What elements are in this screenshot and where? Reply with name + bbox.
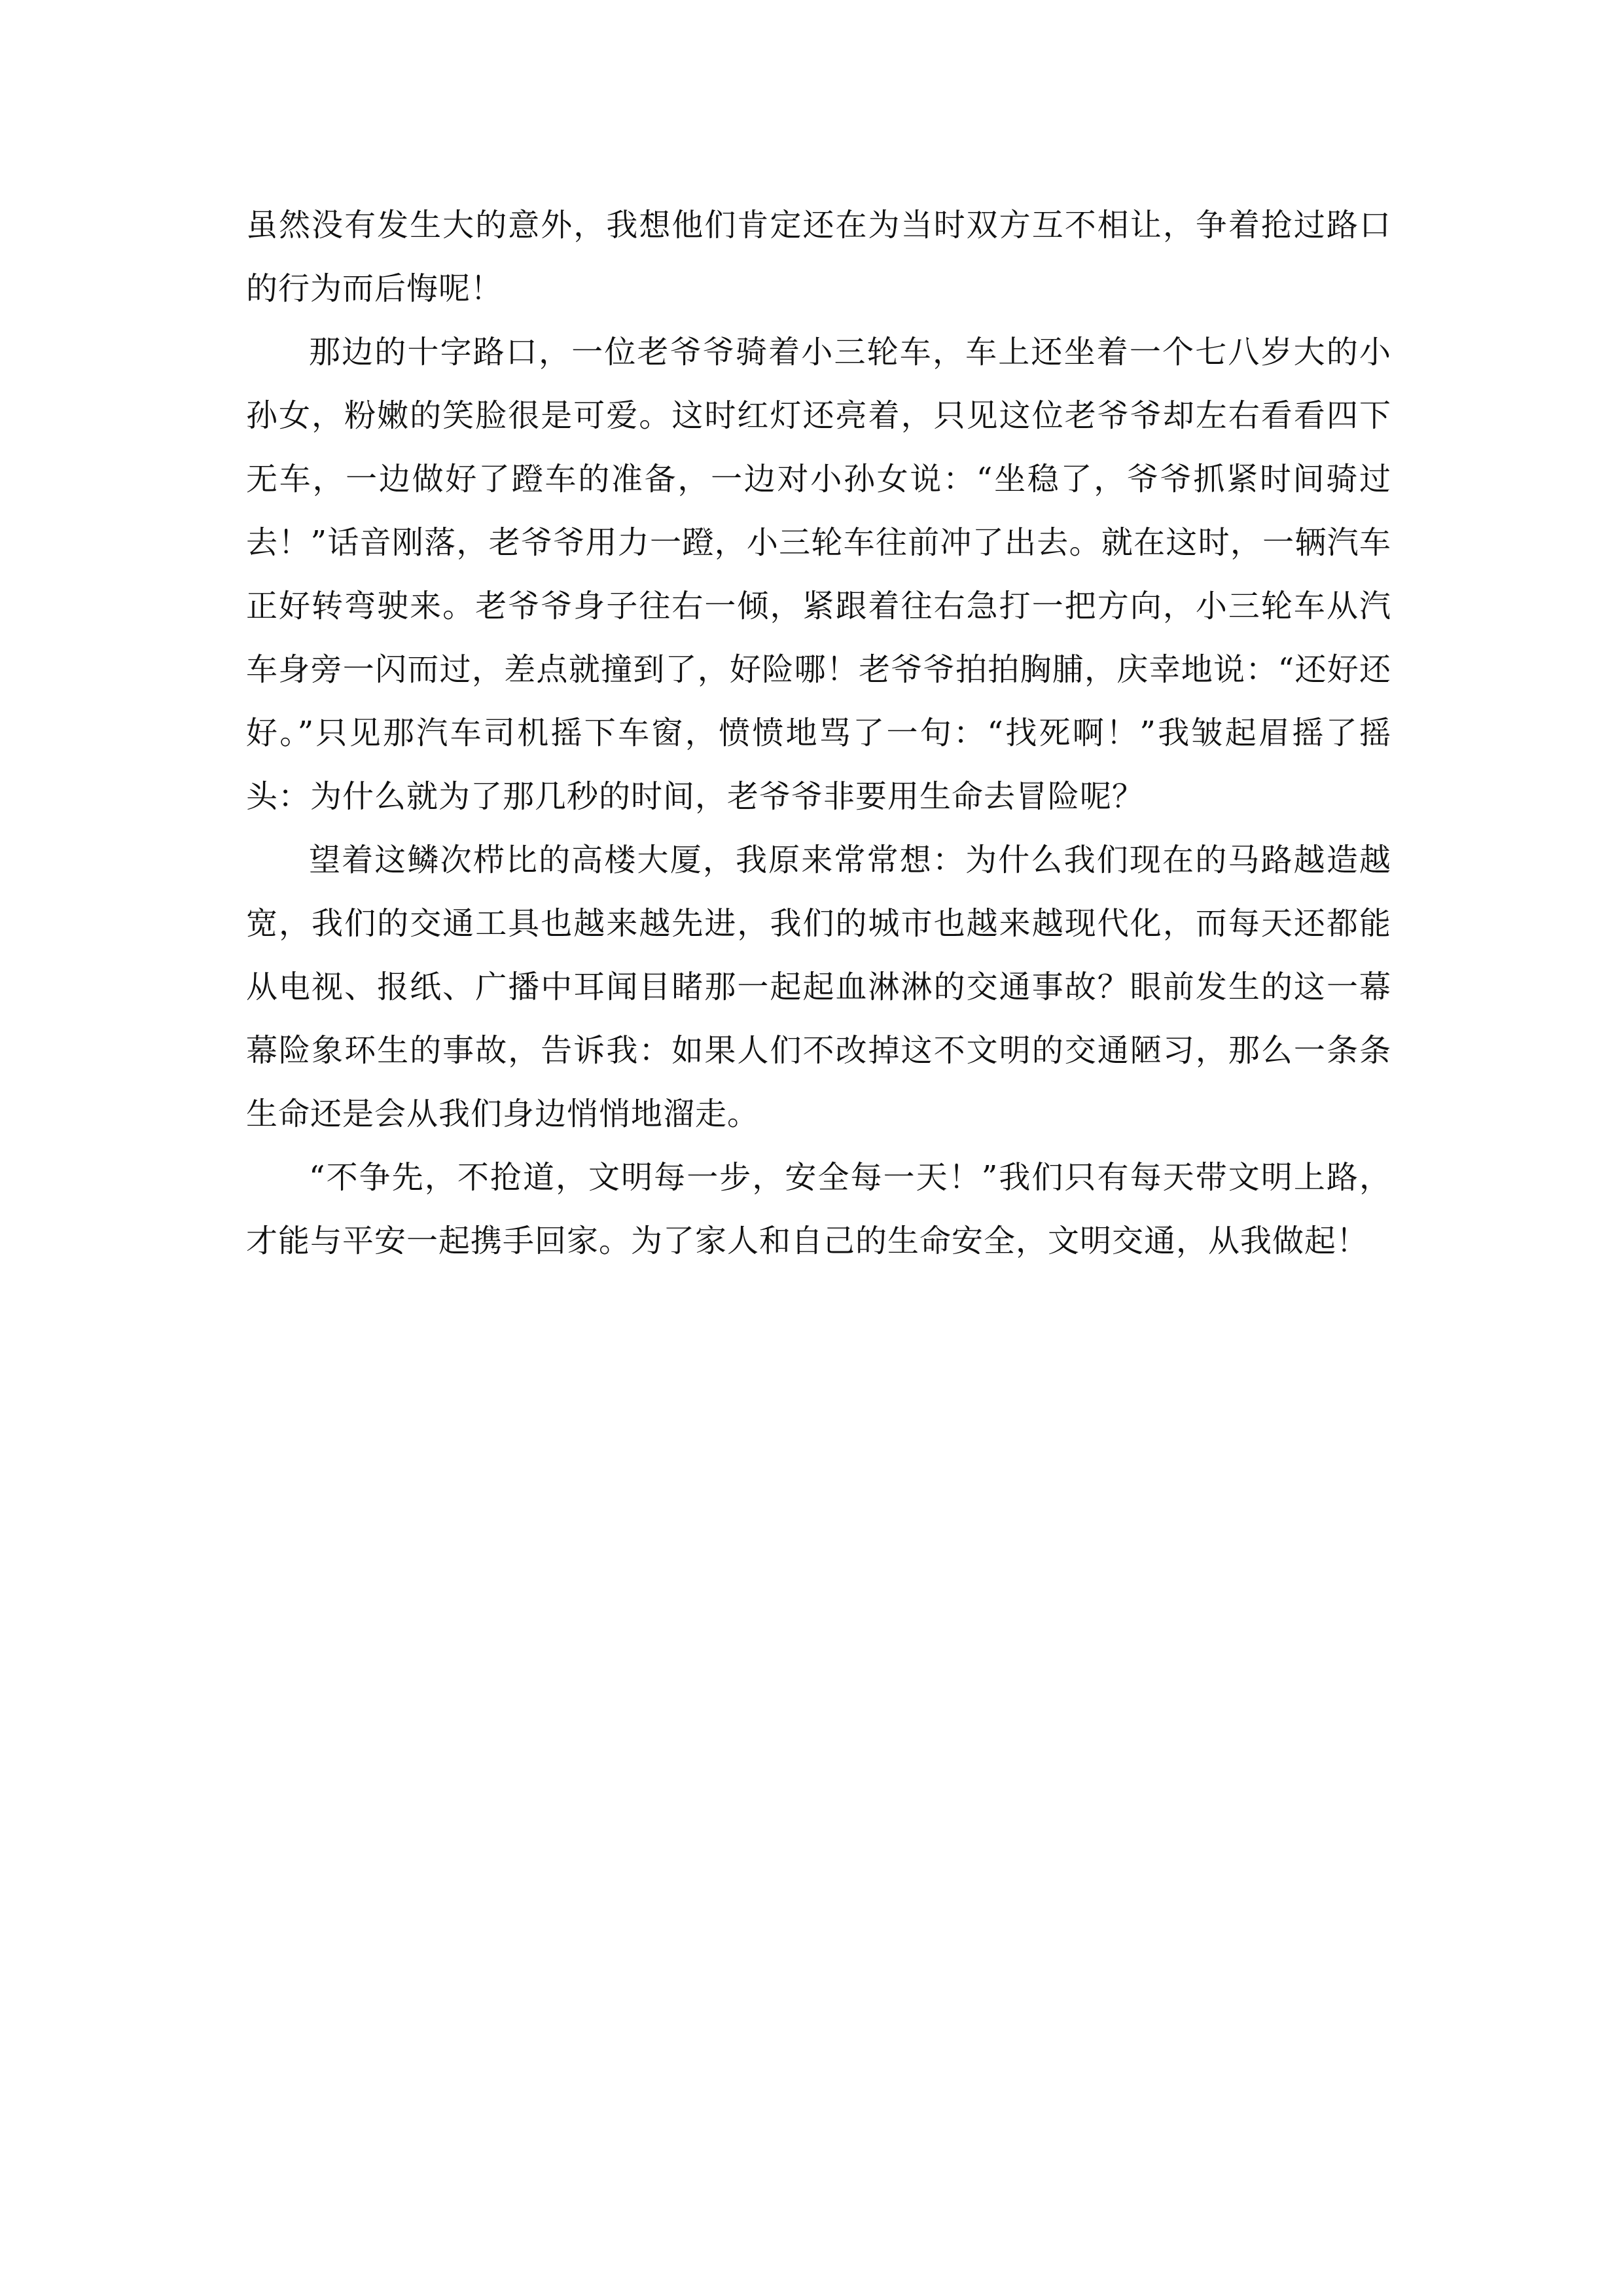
paragraph-4: “不争先，不抢道，文明每一步，安全每一天！”我们只有每天带文明上路，才能与平安一起携手回家。为了家人和自己的生命安全，文明交通，从我做起！: [246, 1159, 1391, 1259]
paragraph-2: 那边的十字路口，一位老爷爷骑着小三轮车，车上还坐着一个七八岁大的小孙女，粉嫩的笑脸很是可爱。这时红灯还亮着，只见这位老爷爷却左右看看四下无车，一边做好了蹬车的准备，一边对小孙女说：“坐稳了，爷爷抓紧时间骑过去！”话音刚落，老爷爷用力一蹬，小三轮车往前冲了出去。就在这时，一辆汽车正好转弯驶来。老爷爷身子往右一倾，紧跟着往右急打一把方向，小三轮车从汽车身旁一闪而过，差点就撞到了，好险哪！老爷爷拍拍胸脯，庆幸地说：“还好还好。”只见那汽车司机摇下车窗，愤愤地骂了一句：“找死啊！”我皱起眉摇了摇头：为什么就为了那几秒的时间，老爷爷非要用生命去冒险呢？: [246, 334, 1391, 815]
paragraph-1: 虽然没有发生大的意外，我想他们肯定还在为当时双方互不相让，争着抢过路口的行为而后悔呢！: [246, 207, 1391, 307]
paragraph-3: 望着这鳞次栉比的高楼大厦，我原来常常想：为什么我们现在的马路越造越宽，我们的交通工具也越来越先进，我们的城市也越来越现代化，而每天还都能从电视、报纸、广播中耳闻目睹那一起起血淋淋的交通事故？眼前发生的这一幕幕险象环生的事故，告诉我：如果人们不改掉这不文明的交通陋习，那么一条条生命还是会从我们身边悄悄地溜走。: [246, 842, 1391, 1132]
document-body: [246, 194, 1391, 1273]
